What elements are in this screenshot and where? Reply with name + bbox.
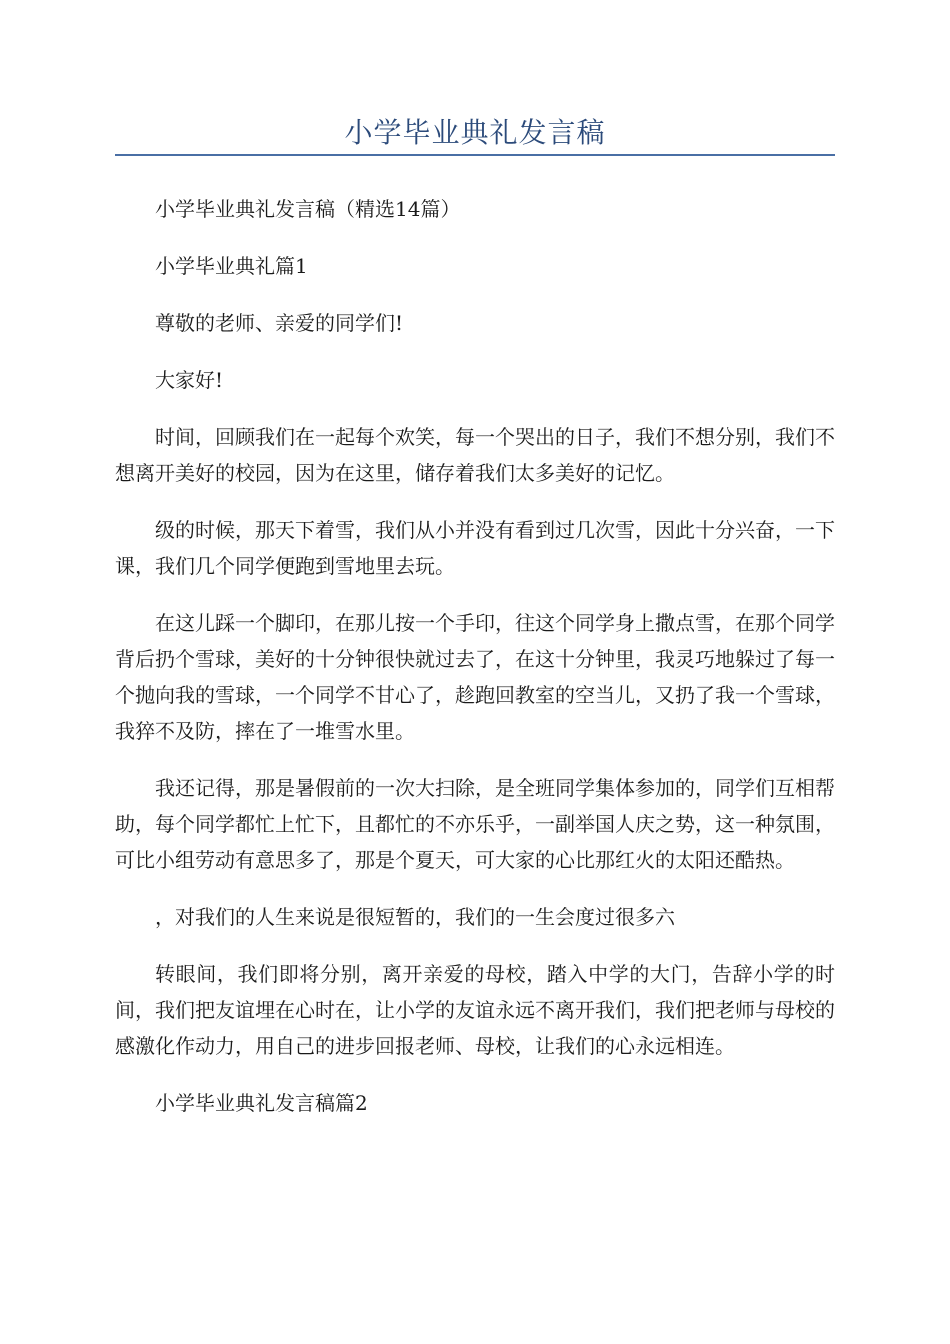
body-paragraph: ，对我们的人生来说是很短暂的，我们的一生会度过很多六: [155, 905, 675, 929]
section-heading: 小学毕业典礼篇1: [155, 254, 308, 278]
salutation: 尊敬的老师、亲爱的同学们!: [155, 311, 404, 335]
section-heading: 小学毕业典礼发言稿篇2: [155, 1091, 368, 1115]
body-paragraph: 转眼间，我们即将分别，离开亲爱的母校，踏入中学的大门，告辞小学的时间，我们把友谊埋在心时在，让小学的友谊永远不离开我们，我们把老师与母校的感激化作动力，用自己的进步回报老师、母校，让我们的心永远相连。: [115, 962, 835, 1058]
body-paragraph: 在这儿踩一个脚印，在那儿按一个手印，往这个同学身上撒点雪，在那个同学背后扔个雪球，美好的十分钟很快就过去了，在这十分钟里，我灵巧地躲过了每一个抛向我的雪球，一个同学不甘心了，趁跑回教室的空当儿，又扔了我一个雪球，我猝不及防，摔在了一堆雪水里。: [115, 611, 835, 743]
body-paragraph: 时间，回顾我们在一起每个欢笑，每一个哭出的日子，我们不想分别，我们不想离开美好的校园，因为在这里，储存着我们太多美好的记忆。: [115, 425, 835, 485]
body-paragraph: 我还记得，那是暑假前的一次大扫除，是全班同学集体参加的，同学们互相帮助，每个同学都忙上忙下，且都忙的不亦乐乎，一副举国人庆之势，这一种氛围，可比小组劳动有意思多了，那是个夏天，可大家的心比那红火的太阳还酷热。: [115, 776, 835, 872]
subtitle-paragraph: 小学毕业典礼发言稿（精选14篇）: [155, 197, 461, 221]
document-title: 小学毕业典礼发言稿: [344, 116, 606, 149]
title-underline: [115, 154, 835, 156]
document-body: [115, 170, 835, 1121]
body-paragraph: 级的时候，那天下着雪，我们从小并没有看到过几次雪，因此十分兴奋，一下课，我们几个同学便跑到雪地里去玩。: [115, 518, 835, 578]
greeting: 大家好!: [155, 368, 224, 392]
